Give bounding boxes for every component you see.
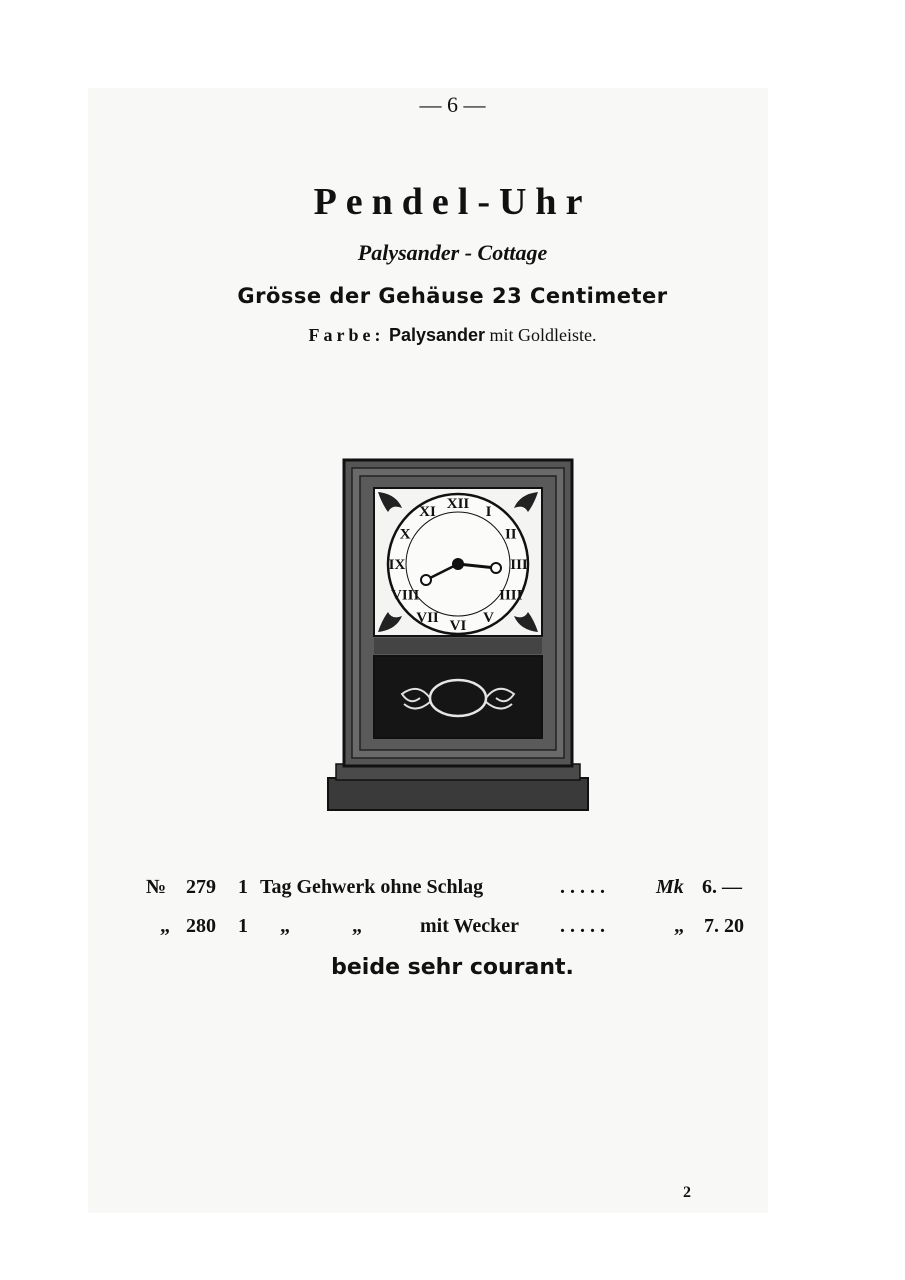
clock-numeral: V <box>483 609 494 626</box>
availability-note: beide sehr courant. <box>331 955 574 980</box>
clock-numeral: I <box>485 504 492 521</box>
leader-dots: . . . . . <box>560 915 605 937</box>
item-description: Tag Gehwerk ohne Schlag <box>260 876 484 898</box>
ditto-mark: „ <box>352 915 362 937</box>
clock-numeral: X <box>399 526 411 543</box>
price-row-279 <box>0 876 905 904</box>
clock-numeral: III <box>510 557 528 573</box>
price-row-280 <box>0 915 905 943</box>
item-price: 6. — <box>702 876 742 898</box>
size-line: Grösse der Gehäuse 23 Centimeter <box>237 284 668 308</box>
clock-numeral: VI <box>449 618 467 634</box>
page-number-top: — 6 — <box>419 92 486 117</box>
subtitle: Palysander - Cottage <box>357 240 548 265</box>
ditto-mark: „ <box>160 915 170 937</box>
item-number: 280 <box>186 915 216 937</box>
ditto-mark: „ <box>280 915 290 937</box>
color-value: Palysander <box>388 325 486 345</box>
clock-illustration <box>326 456 590 812</box>
clock-numeral: VIII <box>391 587 420 604</box>
page-title: Pendel-Uhr <box>313 181 592 223</box>
item-price: 7. 20 <box>704 915 744 937</box>
clock-numeral: IX <box>388 557 406 573</box>
currency: Mk <box>656 876 684 898</box>
number-label: № <box>146 876 167 898</box>
ditto-mark: „ <box>674 915 684 937</box>
color-suffix: mit Goldleiste. <box>489 325 597 345</box>
clock-numeral: IIII <box>499 587 523 604</box>
item-number: 279 <box>186 876 216 898</box>
color-line <box>0 325 905 346</box>
item-description: mit Wecker <box>420 915 520 937</box>
color-label: Farbe: <box>308 325 385 345</box>
item-days: 1 <box>238 876 248 898</box>
item-days: 1 <box>238 915 248 937</box>
clock-numeral: XI <box>419 504 436 521</box>
clock-numeral: II <box>504 526 517 543</box>
clock-numeral: VII <box>416 609 439 626</box>
clock-numeral: XII <box>446 496 470 512</box>
leader-dots: . . . . . <box>560 876 605 898</box>
page-number-bottom: 2 <box>683 1184 691 1201</box>
